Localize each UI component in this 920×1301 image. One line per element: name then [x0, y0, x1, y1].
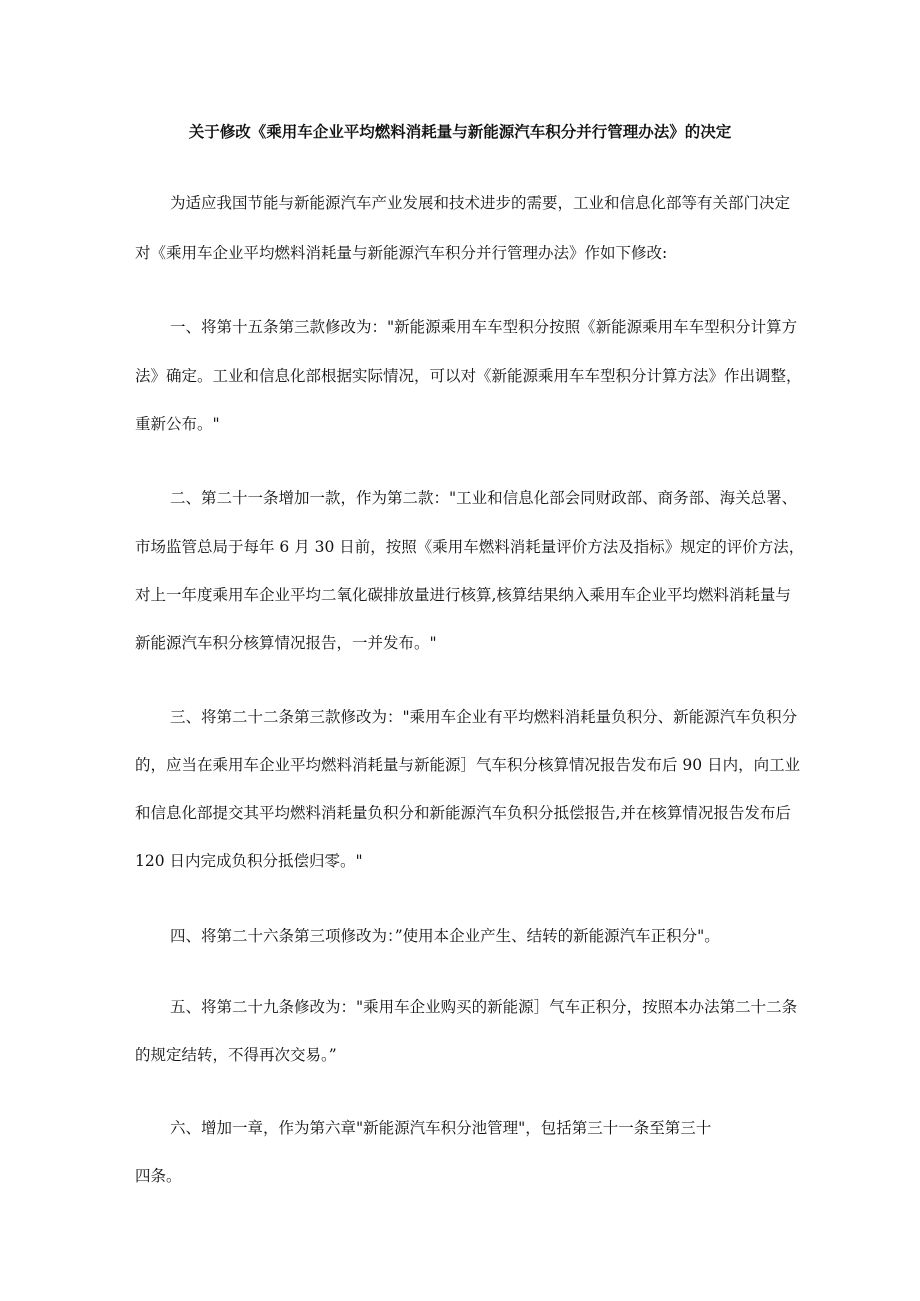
- paragraph-2-line-1: 一、将第十五条第三款修改为："新能源乘用车车型积分按照《新能源乘用车车型积分计算方: [170, 318, 798, 336]
- paragraph-6-line-1: 五、将第二十九条修改为："乘用车企业购买的新能源］气车正积分，按照本办法第二十二条: [170, 998, 798, 1016]
- paragraph-2-line-2: 法》确定。工业和信息化部根据实际情况，可以对《新能源乘用车车型积分计算方法》作出调整，: [135, 367, 802, 385]
- paragraph-3-line-4: 新能源汽车积分核算情况报告，一并发布。": [135, 634, 437, 652]
- document-title: 关于修改《乘用车企业平均燃料消耗量与新能源汽车积分并行管理办法》的决定: [188, 123, 732, 141]
- paragraph-4-line-1: 三、将第二十二条第三款修改为："乘用车企业有平均燃料消耗量负积分、新能源汽车负积分: [170, 708, 798, 726]
- paragraph-6-line-2: 的规定结转，不得再次交易。”: [135, 1046, 337, 1064]
- paragraph-1-line-1: 为适应我国节能与新能源汽车产业发展和技术进步的需要，工业和信息化部等有关部门决定: [170, 194, 791, 212]
- paragraph-3-line-3: 对上一年度乘用车企业平均二氧化碳排放量进行核算,核算结果纳入乘用车企业平均燃料消耗量与: [135, 586, 791, 604]
- paragraph-5-line-1: 四、将第二十六条第三项修改为：”使用本企业产生、结转的新能源汽车正积分"。: [170, 927, 720, 945]
- paragraph-3-line-2: 市场监管总局于每年 6 月 30 日前，按照《乘用车燃料消耗量评价方法及指标》规定的评价方法，: [135, 538, 805, 556]
- paragraph-3-line-1: 二、第二十一条增加一款，作为第二款："工业和信息化部会同财政部、商务部、海关总署、: [170, 489, 798, 507]
- paragraph-1-line-2: 对《乘用车企业平均燃料消耗量与新能源汽车积分并行管理办法》作如下修改:: [135, 244, 668, 262]
- paragraph-4-line-4: 120 日内完成负积分抵偿归零。": [135, 852, 363, 870]
- paragraph-4-line-2: 的，应当在乘用车企业平均燃料消耗量与新能源］气车积分核算情况报告发布后 90 日内，向工业: [135, 756, 801, 774]
- paragraph-7-line-2: 四条。: [135, 1167, 182, 1185]
- paragraph-7-line-1: 六、增加一章，作为第六章"新能源汽车积分池管理"，包括第三十一条至第三十: [170, 1119, 712, 1137]
- paragraph-2-line-3: 重新公布。": [135, 415, 220, 433]
- paragraph-4-line-3: 和信息化部提交其平均燃料消耗量负积分和新能源汽车负积分抵偿报告,并在核算情况报告发布后: [135, 804, 791, 822]
